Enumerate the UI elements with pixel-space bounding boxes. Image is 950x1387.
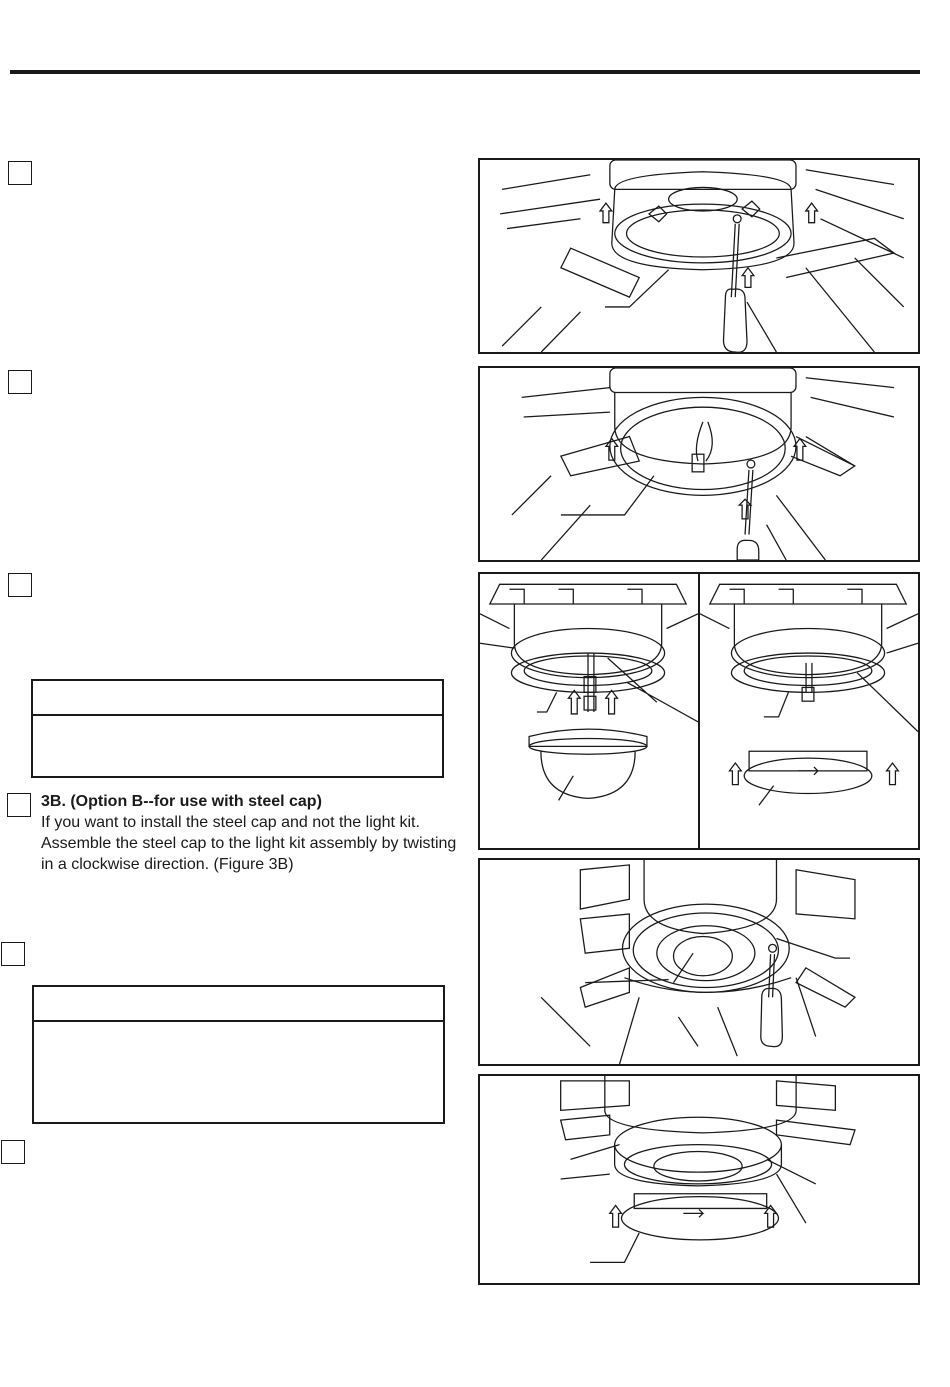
note-box-divider bbox=[33, 714, 442, 716]
header-rule bbox=[10, 70, 920, 74]
step-3b-title: 3B. (Option B--for use with steel cap) bbox=[41, 793, 322, 810]
steel-cap-option-b-illustration bbox=[698, 572, 920, 850]
step-5-checkbox[interactable] bbox=[1, 1140, 25, 1164]
light-kit-mounting-screws-illustration bbox=[478, 858, 920, 1066]
note-box-1 bbox=[31, 679, 444, 778]
step-3b-body: If you want to install the steel cap and not the light kit. Assemble the steel cap to the light kit assembly by twisting in a clockwise direction. (Figure 3B) bbox=[41, 814, 457, 873]
steel-cap-twist-illustration bbox=[478, 1074, 920, 1285]
screwdriver-removing-screws-illustration bbox=[478, 158, 920, 354]
step-1-checkbox[interactable] bbox=[8, 161, 32, 185]
note-box-2 bbox=[32, 985, 445, 1124]
step-3a-checkbox[interactable] bbox=[8, 573, 32, 597]
step-3b-checkbox[interactable] bbox=[7, 793, 31, 817]
note-box-divider bbox=[34, 1020, 443, 1022]
switch-housing-wiring-illustration bbox=[478, 366, 920, 562]
light-kit-option-a-illustration bbox=[478, 572, 700, 850]
step-4-checkbox[interactable] bbox=[1, 942, 25, 966]
step-2-checkbox[interactable] bbox=[8, 370, 32, 394]
step-3b-text bbox=[41, 791, 466, 875]
